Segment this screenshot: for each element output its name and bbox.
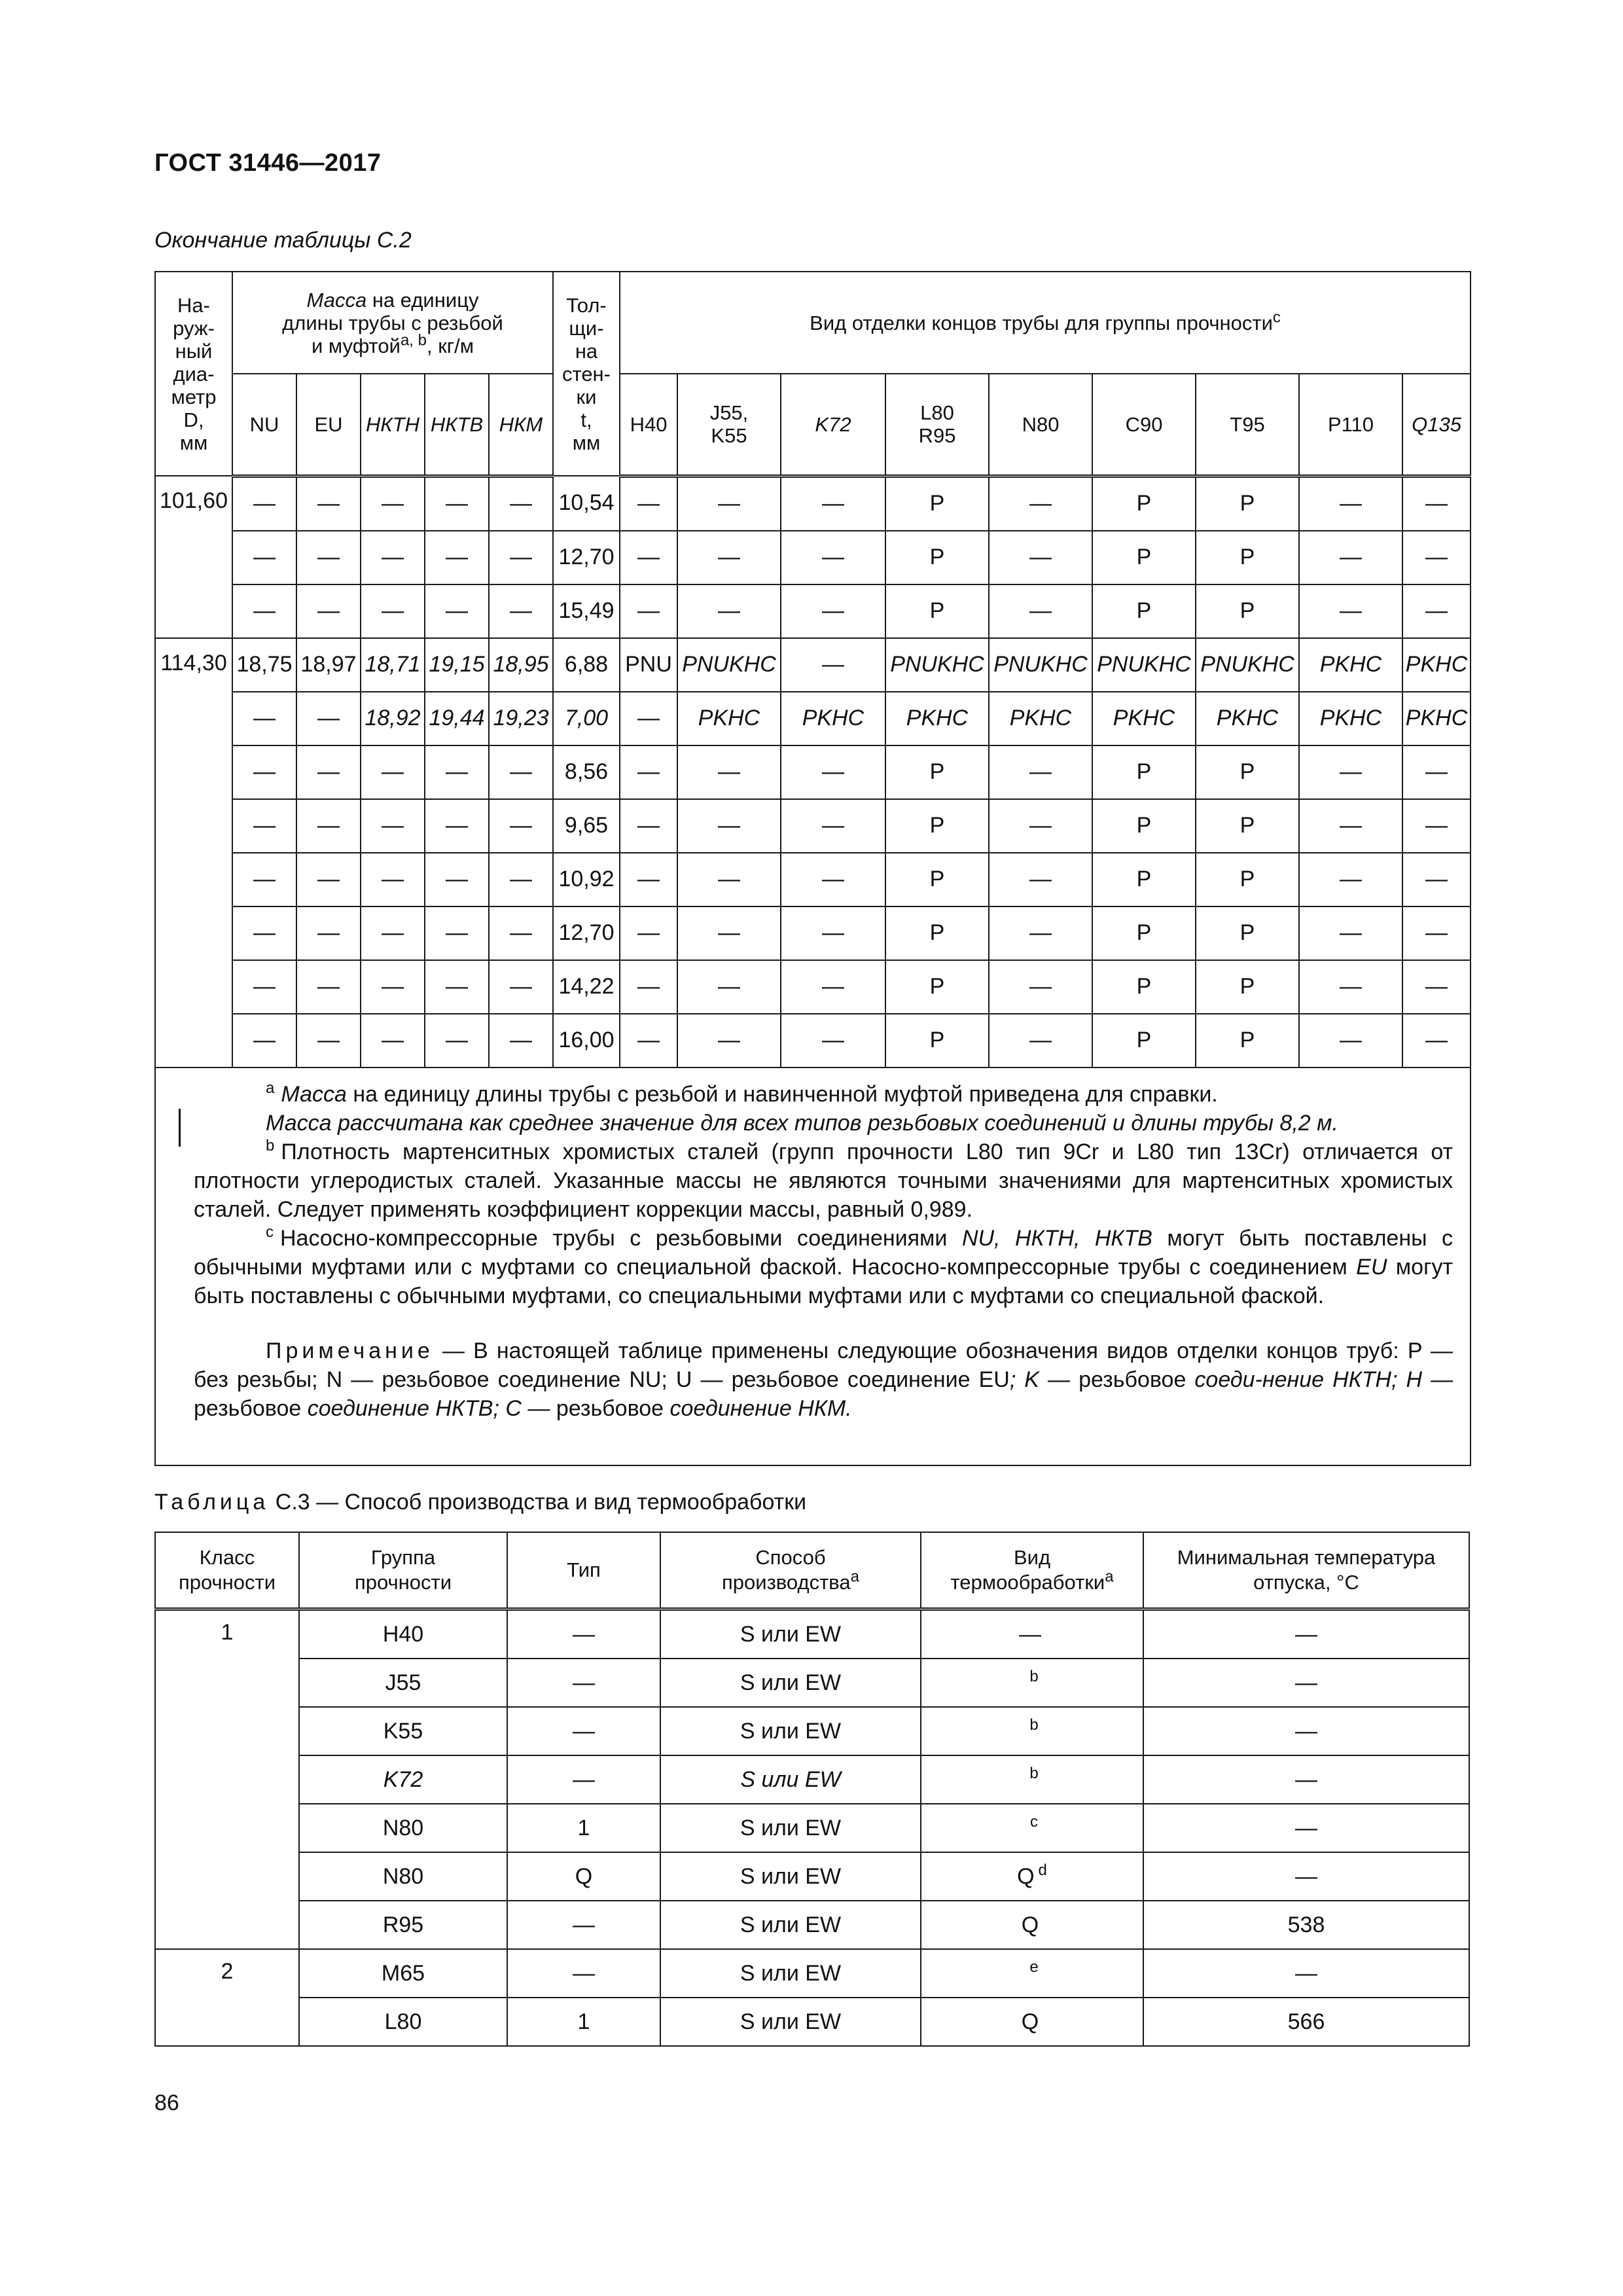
cell-mass: — xyxy=(232,531,296,584)
cell-mass: 18,71 xyxy=(361,638,425,692)
cell-finish: PKHC xyxy=(781,692,885,745)
cell-finish: — xyxy=(1402,799,1471,853)
cell-heat-treatment xyxy=(921,1949,1143,1998)
cell-finish: P xyxy=(885,853,989,906)
table-row xyxy=(155,960,1471,1014)
table-row xyxy=(155,1014,1471,1067)
cell-heat-treatment xyxy=(921,1901,1143,1949)
cell-finish: — xyxy=(677,531,781,584)
cell-finish: — xyxy=(620,960,677,1014)
cell-type: 1 xyxy=(507,1804,660,1852)
cell-finish: — xyxy=(989,745,1092,799)
header-mass-col: NU xyxy=(232,374,296,476)
cell-mass: 19,23 xyxy=(489,692,553,745)
cell-mass: — xyxy=(425,906,489,960)
cell-mass: — xyxy=(425,853,489,906)
cell-thickness: 15,49 xyxy=(553,584,620,638)
cell-finish: P xyxy=(1196,476,1299,531)
cell-finish: — xyxy=(620,853,677,906)
cell-mass: — xyxy=(489,1014,553,1067)
cell-finish: — xyxy=(989,531,1092,584)
cell-finish: PKHC xyxy=(1092,692,1196,745)
cell-min-temp: — xyxy=(1143,1609,1469,1659)
cell-finish: PNUKHC xyxy=(1092,638,1196,692)
cell-thickness: 6,88 xyxy=(553,638,620,692)
table-row xyxy=(155,1949,1469,1998)
cell-finish: — xyxy=(781,853,885,906)
cell-heat-treatment xyxy=(921,1998,1143,2046)
cell-finish: — xyxy=(1299,476,1402,531)
cell-mass: — xyxy=(361,531,425,584)
cell-strength-class: 2 xyxy=(155,1949,299,2046)
cell-finish: P xyxy=(1196,799,1299,853)
cell-finish: — xyxy=(989,960,1092,1014)
cell-finish: — xyxy=(781,584,885,638)
cell-type: — xyxy=(507,1901,660,1949)
heat-treatment-value: Q xyxy=(1021,1912,1039,1937)
cell-finish: — xyxy=(781,531,885,584)
cell-group: K72 xyxy=(299,1755,507,1804)
cell-mass: — xyxy=(296,906,361,960)
cell-mass: — xyxy=(296,476,361,531)
cell-finish: — xyxy=(620,692,677,745)
cell-finish: — xyxy=(781,745,885,799)
cell-heat-treatment xyxy=(921,1707,1143,1755)
header-strength-group: Группа прочности xyxy=(299,1532,507,1609)
table-row xyxy=(155,1707,1469,1755)
cell-finish: — xyxy=(677,799,781,853)
table-c2-footnotes xyxy=(155,1067,1471,1465)
header-wall-thickness: Тол- щи- на стен- ки t, мм xyxy=(553,272,620,476)
cell-thickness: 12,70 xyxy=(553,531,620,584)
cell-mass: — xyxy=(489,745,553,799)
cell-thickness: 9,65 xyxy=(553,799,620,853)
table-c3 xyxy=(154,1532,1470,2047)
cell-finish: — xyxy=(677,853,781,906)
cell-finish: P xyxy=(1092,799,1196,853)
cell-min-temp: — xyxy=(1143,1804,1469,1852)
header-grade-col: L80 R95 xyxy=(885,374,989,476)
cell-mass: — xyxy=(489,906,553,960)
cell-min-temp: — xyxy=(1143,1659,1469,1707)
cell-finish: — xyxy=(620,1014,677,1067)
cell-finish: PNUKHC xyxy=(677,638,781,692)
cell-min-temp: — xyxy=(1143,1755,1469,1804)
header-outer-diameter: На- руж- ный диа- метр D, мм xyxy=(155,272,232,476)
cell-finish: P xyxy=(1196,531,1299,584)
cell-method: S или EW xyxy=(660,1998,921,2046)
cell-finish: PKHC xyxy=(1402,638,1471,692)
cell-finish: — xyxy=(781,476,885,531)
cell-heat-treatment xyxy=(921,1804,1143,1852)
cell-finish: P xyxy=(1092,906,1196,960)
cell-type: — xyxy=(507,1707,660,1755)
header-mass-col: НКМ xyxy=(489,374,553,476)
footnote-a-line2: Масса рассчитана как среднее значение для всех типов резьбовых соединений и длины трубы 8,2 м. xyxy=(266,1110,1338,1136)
cell-method: S или EW xyxy=(660,1609,921,1659)
header-grade-col: T95 xyxy=(1196,374,1299,476)
footnote-ref: b xyxy=(1029,1716,1039,1734)
header-grade-col: C90 xyxy=(1092,374,1196,476)
cell-finish: — xyxy=(677,960,781,1014)
footnote-c: $^c$ Насосно-компрессорные трубы с резьбовыми соединениями NU, НКТН, НКТВ могут быть поставлены с обычными муфтами или с муфтами со специальной фаской. Насосно-компрессорные трубы с соединением EU могут быть поставлены с обычными муфтами, со специальными муфтами или с муфтами со специальной фаской. xyxy=(194,1223,1454,1308)
cell-type: — xyxy=(507,1609,660,1659)
table-row xyxy=(155,692,1471,745)
cell-finish: — xyxy=(1402,906,1471,960)
cell-finish: — xyxy=(677,476,781,531)
cell-min-temp: — xyxy=(1143,1707,1469,1755)
cell-type: — xyxy=(507,1755,660,1804)
cell-finish: P xyxy=(885,584,989,638)
cell-finish: P xyxy=(1092,531,1196,584)
cell-thickness: 14,22 xyxy=(553,960,620,1014)
table-row xyxy=(155,1901,1469,1949)
heat-treatment-value: Q xyxy=(1017,1863,1035,1889)
cell-finish: P xyxy=(885,476,989,531)
cell-thickness: 8,56 xyxy=(553,745,620,799)
cell-finish: — xyxy=(1402,960,1471,1014)
cell-mass: — xyxy=(425,476,489,531)
cell-mass: 19,44 xyxy=(425,692,489,745)
header-grade-col: K72 xyxy=(781,374,885,476)
cell-finish: — xyxy=(620,584,677,638)
header-grade-col: Q135 xyxy=(1402,374,1471,476)
cell-mass: — xyxy=(296,960,361,1014)
cell-finish: PNU xyxy=(620,638,677,692)
cell-finish: — xyxy=(1299,745,1402,799)
heat-treatment-value: Q xyxy=(1021,2009,1039,2034)
cell-mass: — xyxy=(425,799,489,853)
header-grade-col: H40 xyxy=(620,374,677,476)
cell-method: S или EW xyxy=(660,1901,921,1949)
cell-finish: — xyxy=(989,853,1092,906)
cell-finish: P xyxy=(1092,476,1196,531)
cell-finish: — xyxy=(620,745,677,799)
cell-finish: — xyxy=(620,531,677,584)
cell-finish: — xyxy=(781,906,885,960)
table-row xyxy=(155,476,1471,531)
cell-method: S или EW xyxy=(660,1804,921,1852)
cell-mass: — xyxy=(232,906,296,960)
cell-mass: 18,95 xyxy=(489,638,553,692)
footnote-ref: b xyxy=(1029,1765,1039,1783)
cell-finish: — xyxy=(620,476,677,531)
cell-finish: — xyxy=(620,799,677,853)
cell-mass: — xyxy=(232,584,296,638)
table-row xyxy=(155,638,1471,692)
cell-finish: P xyxy=(1196,1014,1299,1067)
cell-finish: P xyxy=(1092,745,1196,799)
cell-finish: — xyxy=(781,1014,885,1067)
cell-finish: — xyxy=(989,584,1092,638)
cell-thickness: 10,54 xyxy=(553,476,620,531)
cell-heat-treatment xyxy=(921,1609,1143,1659)
cell-finish: — xyxy=(677,584,781,638)
cell-mass: — xyxy=(425,1014,489,1067)
cell-mass: — xyxy=(232,960,296,1014)
cell-mass: — xyxy=(296,853,361,906)
table-row xyxy=(155,799,1471,853)
table-row xyxy=(155,1998,1469,2046)
header-grade-col xyxy=(677,374,781,476)
footnote-b: $^b$ Плотность мартенситных хромистых сталей (групп прочности L80 тип 9Cr и L80 тип 13Cr) отличается от плотности углеродистых сталей. Указанные массы не являются точными значениями для мартенситных хромистых сталей. Следует применять коэффициент коррекции массы, равный 0,989. xyxy=(194,1137,1454,1222)
cell-finish: — xyxy=(1299,584,1402,638)
cell-finish: PKHC xyxy=(1402,692,1471,745)
cell-finish: PKHC xyxy=(677,692,781,745)
cell-mass: 19,15 xyxy=(425,638,489,692)
header-grade-label: J55, K55 xyxy=(709,401,749,448)
cell-mass: — xyxy=(425,531,489,584)
cell-group: M65 xyxy=(299,1949,507,1998)
table-c2 xyxy=(154,271,1471,1466)
cell-mass: — xyxy=(361,799,425,853)
cell-mass: — xyxy=(361,906,425,960)
footnote-ref: d xyxy=(1038,1861,1047,1880)
table-row xyxy=(155,1659,1469,1707)
cell-finish: — xyxy=(1402,745,1471,799)
cell-finish: P xyxy=(1092,960,1196,1014)
cell-finish: PNUKHC xyxy=(1196,638,1299,692)
cell-finish: P xyxy=(885,531,989,584)
cell-mass: — xyxy=(361,745,425,799)
cell-finish: — xyxy=(989,799,1092,853)
cell-heat-treatment xyxy=(921,1659,1143,1707)
cell-finish: — xyxy=(1299,906,1402,960)
cell-finish: P xyxy=(885,745,989,799)
header-mass-col: НКТВ xyxy=(425,374,489,476)
cell-mass: — xyxy=(232,799,296,853)
cell-finish: — xyxy=(1299,531,1402,584)
footnote-ref: b xyxy=(1029,1668,1039,1686)
cell-mass: — xyxy=(489,960,553,1014)
header-grade-col: N80 xyxy=(989,374,1092,476)
cell-type: — xyxy=(507,1659,660,1707)
cell-finish: — xyxy=(1299,853,1402,906)
cell-mass: — xyxy=(296,745,361,799)
cell-mass: — xyxy=(232,745,296,799)
cell-group: R95 xyxy=(299,1901,507,1949)
document-title: ГОСТ 31446—2017 xyxy=(154,149,382,177)
cell-type: Q xyxy=(507,1852,660,1901)
cell-method: S или EW xyxy=(660,1755,921,1804)
cell-finish: PNUKHC xyxy=(885,638,989,692)
header-finish-group: Вид отделки концов трубы для группы прочности$^c$ xyxy=(620,272,1471,374)
cell-finish: — xyxy=(989,906,1092,960)
cell-mass: — xyxy=(296,1014,361,1067)
cell-mass: — xyxy=(425,745,489,799)
footnote-a: $^a$ Масса на единицу длины трубы с резьбой и навинченной муфтой приведена для справки. xyxy=(266,1079,1218,1107)
cell-finish: P xyxy=(885,960,989,1014)
cell-finish: PKHC xyxy=(1196,692,1299,745)
cell-finish: PKHC xyxy=(885,692,989,745)
cell-mass: — xyxy=(361,960,425,1014)
cell-mass: — xyxy=(361,1014,425,1067)
cell-mass: — xyxy=(489,799,553,853)
cell-mass: — xyxy=(361,584,425,638)
heat-treatment-value: — xyxy=(1019,1621,1041,1647)
cell-method: S или EW xyxy=(660,1707,921,1755)
table-row xyxy=(155,1609,1469,1659)
cell-mass: 18,97 xyxy=(296,638,361,692)
page-number: 86 xyxy=(154,2090,179,2115)
cell-finish: P xyxy=(885,906,989,960)
header-heat-treatment: Вид термообработки$^a$ xyxy=(921,1532,1143,1609)
table-c3-caption: Таблица С.3 — Способ производства и вид термообработки xyxy=(154,1490,807,1515)
header-production-method: Способ производства$^a$ xyxy=(660,1532,921,1609)
cell-mass: — xyxy=(232,1014,296,1067)
cell-finish: P xyxy=(1196,745,1299,799)
cell-finish: P xyxy=(1092,584,1196,638)
cell-mass: — xyxy=(489,584,553,638)
cell-outer-diameter: 114,30 xyxy=(155,638,232,1067)
table-row xyxy=(155,1804,1469,1852)
cell-mass: — xyxy=(425,584,489,638)
cell-finish: — xyxy=(620,906,677,960)
header-strength-class: Класс прочности xyxy=(155,1532,299,1609)
cell-thickness: 10,92 xyxy=(553,853,620,906)
cell-group: N80 xyxy=(299,1852,507,1901)
cell-group: K55 xyxy=(299,1707,507,1755)
cell-mass: — xyxy=(489,531,553,584)
table-c2-note: Примечание — В настоящей таблице применены следующие обозначения видов отделки концов труб: P — без резьбы; N — резьбовое соединение NU; U — резьбовое соединение EU; K — резьбовое соеди-нение НКТН; H — резьбовое соединение НКТВ; C — резьбовое соединение НКМ. xyxy=(194,1338,1454,1421)
cell-finish: P xyxy=(1196,960,1299,1014)
cell-mass: — xyxy=(296,531,361,584)
cell-finish: — xyxy=(677,1014,781,1067)
cell-min-temp: 538 xyxy=(1143,1901,1469,1949)
cell-mass: — xyxy=(425,960,489,1014)
cell-group: J55 xyxy=(299,1659,507,1707)
cell-min-temp: — xyxy=(1143,1949,1469,1998)
cell-min-temp: — xyxy=(1143,1852,1469,1901)
cell-mass: — xyxy=(296,799,361,853)
cell-finish: — xyxy=(1299,799,1402,853)
change-bar xyxy=(179,1109,181,1147)
table-row xyxy=(155,745,1471,799)
cell-finish: — xyxy=(781,960,885,1014)
table-c2-caption: Окончание таблицы С.2 xyxy=(154,228,412,253)
cell-finish: PKHC xyxy=(1299,692,1402,745)
cell-mass: 18,92 xyxy=(361,692,425,745)
header-grade-col: P110 xyxy=(1299,374,1402,476)
cell-finish: — xyxy=(1402,531,1471,584)
header-mass-group: Масса на единицу длины трубы с резьбой и муфтой$^{a, b}$, кг/м xyxy=(232,272,553,374)
cell-finish: P xyxy=(1196,906,1299,960)
table-row xyxy=(155,1852,1469,1901)
table-row xyxy=(155,853,1471,906)
header-min-tempering-temp: Минимальная температура отпуска, °C xyxy=(1143,1532,1469,1609)
cell-finish: P xyxy=(1092,1014,1196,1067)
cell-finish: PKHC xyxy=(989,692,1092,745)
cell-finish: P xyxy=(1196,853,1299,906)
cell-finish: — xyxy=(1299,1014,1402,1067)
cell-method: S или EW xyxy=(660,1852,921,1901)
cell-heat-treatment xyxy=(921,1755,1143,1804)
cell-finish: — xyxy=(781,799,885,853)
cell-mass: — xyxy=(489,476,553,531)
cell-type: 1 xyxy=(507,1998,660,2046)
cell-mass: — xyxy=(232,476,296,531)
cell-method: S или EW xyxy=(660,1949,921,1998)
cell-finish: P xyxy=(885,1014,989,1067)
footnote-ref: c xyxy=(1030,1813,1038,1831)
cell-mass: — xyxy=(296,692,361,745)
cell-mass: — xyxy=(296,584,361,638)
cell-group: N80 xyxy=(299,1804,507,1852)
cell-finish: — xyxy=(1402,853,1471,906)
table-row xyxy=(155,1755,1469,1804)
cell-mass: — xyxy=(489,853,553,906)
cell-thickness: 12,70 xyxy=(553,906,620,960)
cell-finish: — xyxy=(677,745,781,799)
cell-strength-class: 1 xyxy=(155,1609,299,1950)
cell-finish: P xyxy=(1092,853,1196,906)
cell-mass: — xyxy=(361,476,425,531)
cell-finish: PNUKHC xyxy=(989,638,1092,692)
cell-finish: — xyxy=(1402,1014,1471,1067)
cell-thickness: 16,00 xyxy=(553,1014,620,1067)
cell-heat-treatment xyxy=(921,1852,1143,1901)
cell-thickness: 7,00 xyxy=(553,692,620,745)
cell-mass: — xyxy=(232,692,296,745)
cell-finish: — xyxy=(1402,476,1471,531)
cell-group: H40 xyxy=(299,1609,507,1659)
cell-type: — xyxy=(507,1949,660,1998)
cell-finish: PKHC xyxy=(1299,638,1402,692)
table-row xyxy=(155,906,1471,960)
cell-mass: — xyxy=(232,853,296,906)
cell-finish: — xyxy=(677,906,781,960)
cell-mass: — xyxy=(361,853,425,906)
cell-finish: — xyxy=(989,1014,1092,1067)
table-row xyxy=(155,531,1471,584)
cell-outer-diameter: 101,60 xyxy=(155,476,232,638)
cell-finish: — xyxy=(989,476,1092,531)
footnote-ref: e xyxy=(1029,1958,1039,1977)
header-mass-col: НКТН xyxy=(361,374,425,476)
header-mass-col: EU xyxy=(296,374,361,476)
cell-group: L80 xyxy=(299,1998,507,2046)
cell-finish: — xyxy=(1402,584,1471,638)
cell-finish: P xyxy=(885,799,989,853)
cell-min-temp: 566 xyxy=(1143,1998,1469,2046)
cell-mass: 18,75 xyxy=(232,638,296,692)
cell-finish: — xyxy=(781,638,885,692)
cell-finish: — xyxy=(1299,960,1402,1014)
cell-method: S или EW xyxy=(660,1659,921,1707)
table-row xyxy=(155,584,1471,638)
header-type: Тип xyxy=(507,1532,660,1609)
cell-finish: P xyxy=(1196,584,1299,638)
